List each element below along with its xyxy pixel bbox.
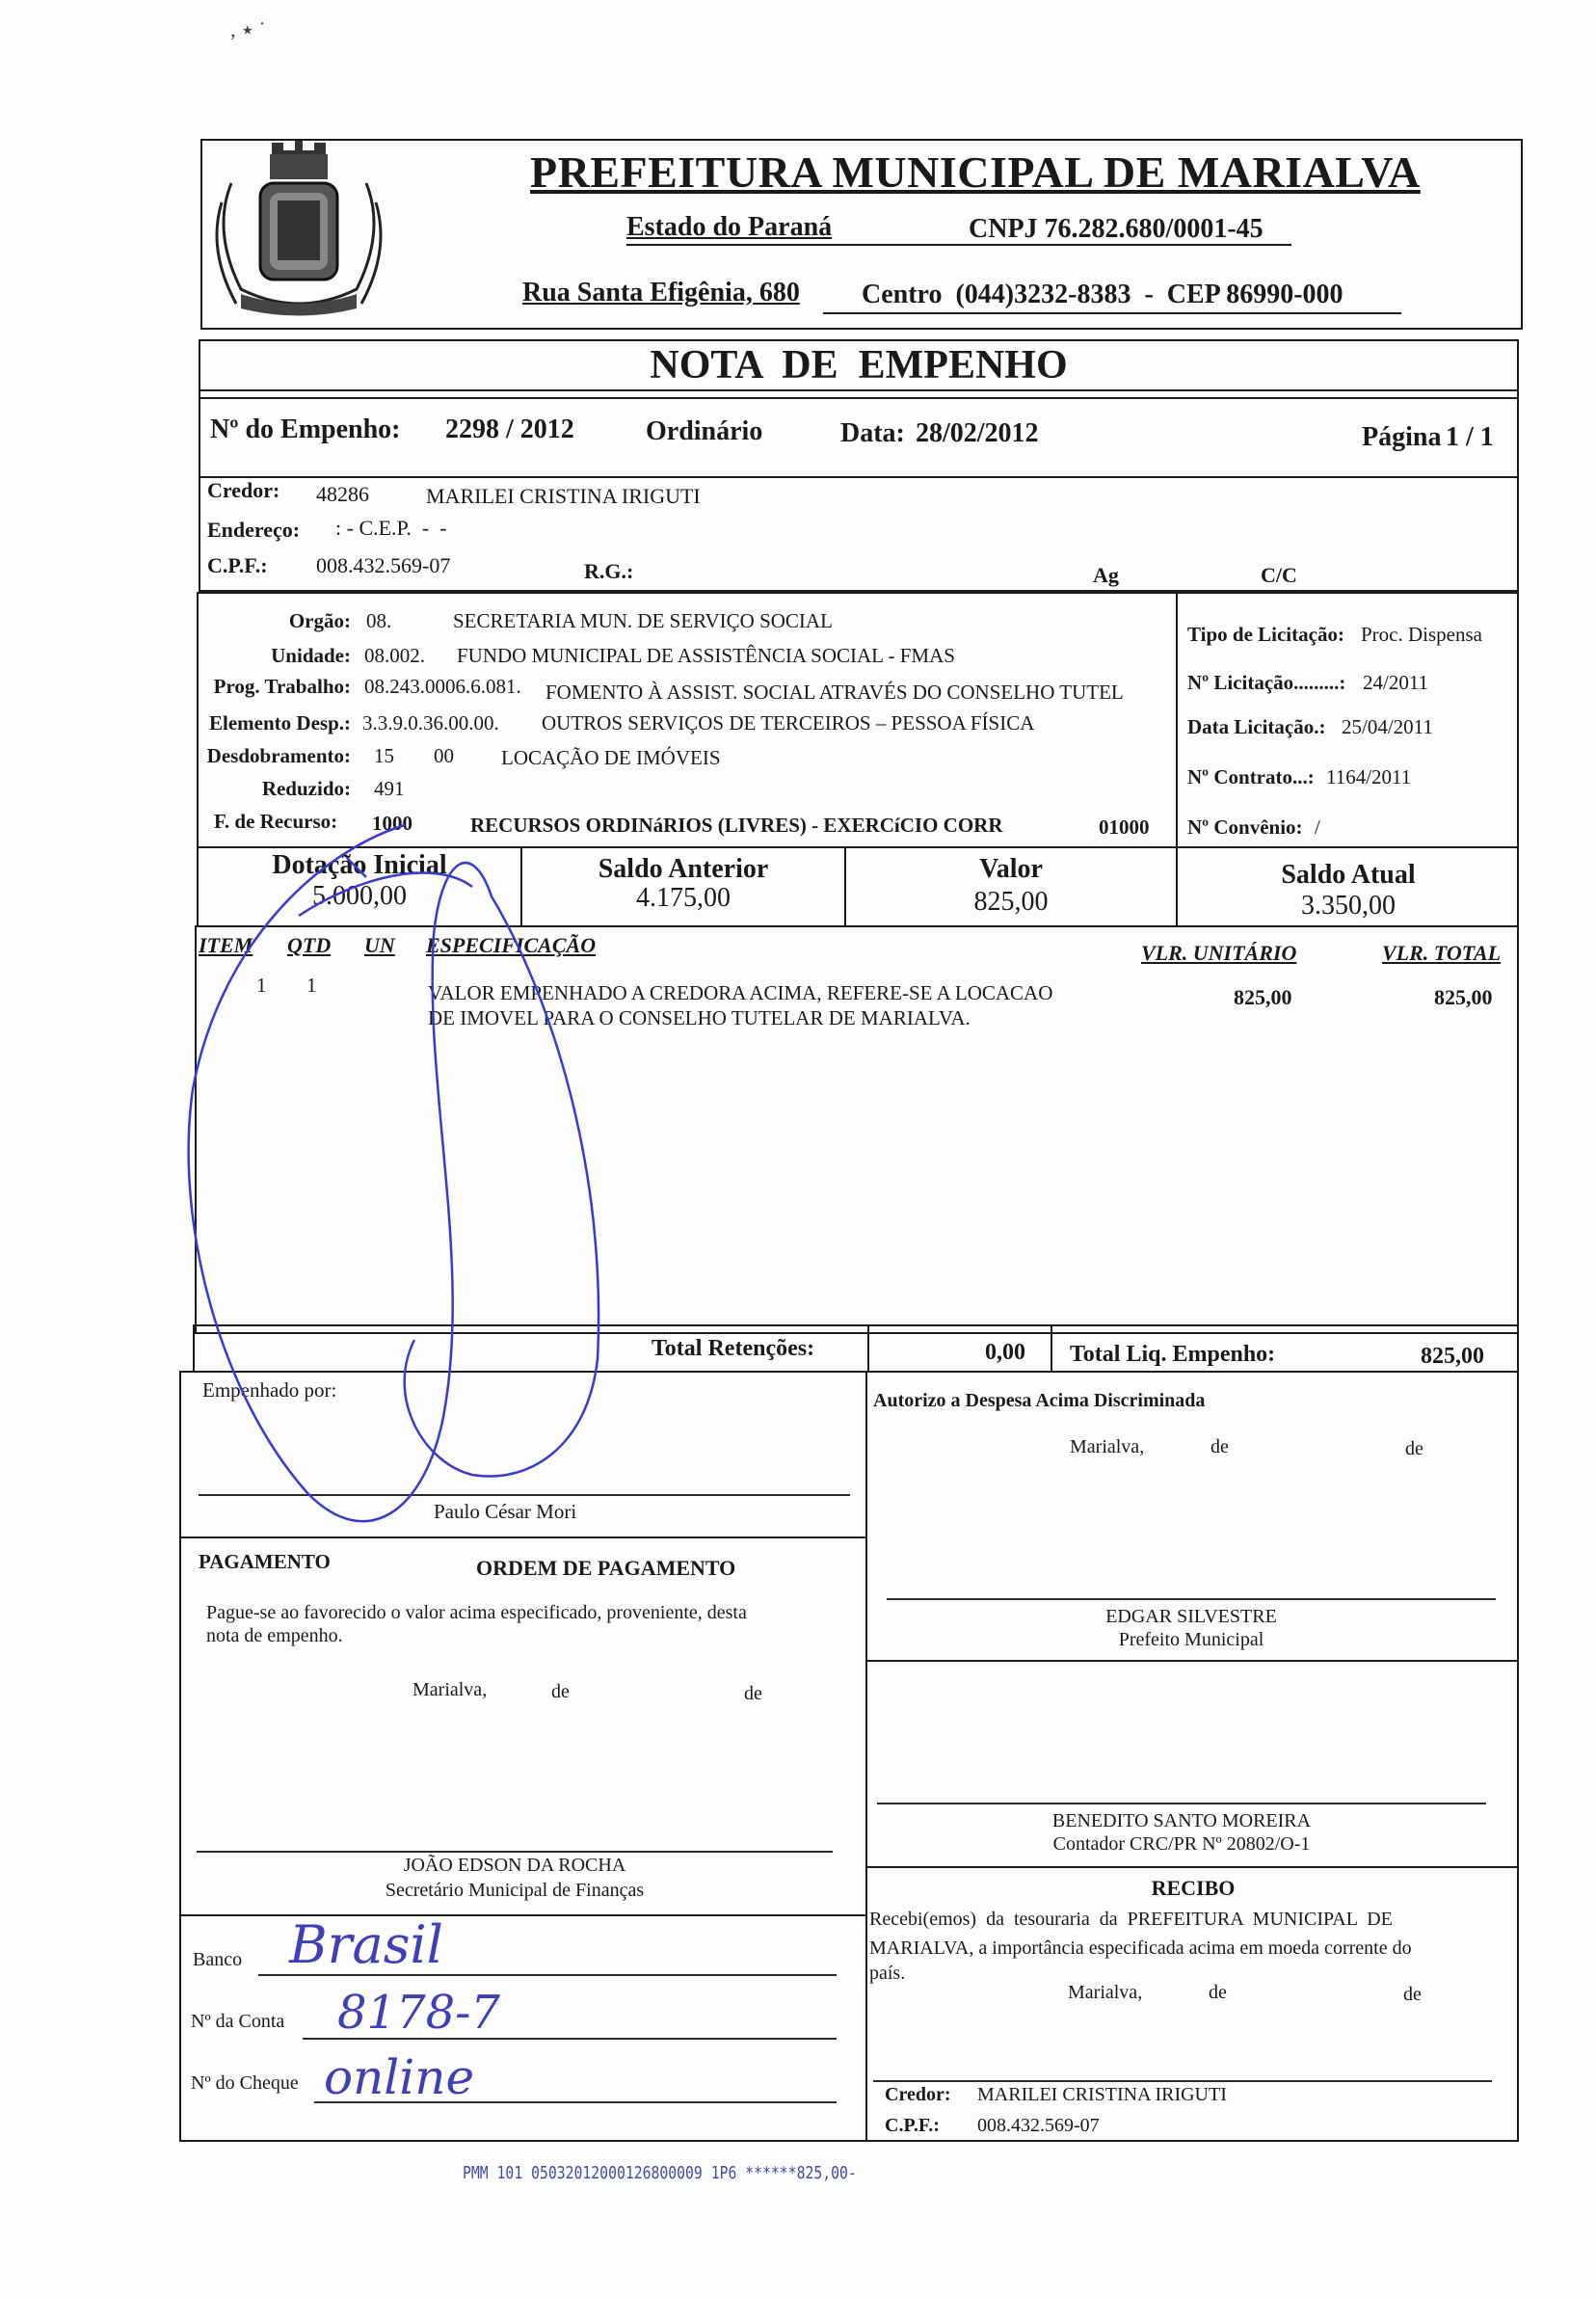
pagamento-text-1: Pague-se ao favorecido o valor acima especificado, proveniente, desta	[206, 1602, 747, 1623]
cc-label: C/C	[1261, 563, 1297, 587]
col-vlr-total: VLR. TOTAL	[1382, 941, 1502, 965]
totals-divider-2	[1051, 1324, 1052, 1373]
secretario-signature-line	[197, 1851, 833, 1853]
address-label: Endereço:	[207, 518, 301, 542]
col-vlr-unitario: VLR. UNITÁRIO	[1141, 941, 1297, 965]
prefeito-name: EDGAR SILVESTRE	[1105, 1606, 1277, 1627]
recibo-place: Marialva,	[1068, 1982, 1143, 2003]
pagamento-de2: de	[744, 1683, 762, 1704]
tipo-licitacao-label: Tipo de Licitação:	[1187, 623, 1344, 646]
pagamento-text-2: nota de empenho.	[206, 1625, 343, 1646]
empenhado-bottom-line	[181, 1536, 865, 1538]
ag-label: Ag	[1093, 563, 1119, 587]
elemento-label: Elemento Desp.:	[209, 711, 351, 735]
saldo-atual-value: 3.350,00	[1301, 891, 1396, 921]
dotacao-value: 5.000,00	[312, 881, 407, 911]
footer-code: PMM 101 05032012000126800009 1P6 ******825,00-	[463, 2163, 857, 2183]
col-item: ITEM	[199, 933, 253, 957]
col-un: UN	[364, 933, 395, 957]
header-state: Estado do Paraná	[626, 212, 833, 242]
cheque-label: Nº do Cheque	[191, 2072, 299, 2094]
contador-title: Contador CRC/PR Nº 20802/O-1	[1052, 1833, 1311, 1855]
page-label: Página	[1362, 422, 1442, 452]
totals-divider-1	[867, 1324, 869, 1373]
recibo-credor-label: Credor:	[885, 2084, 951, 2105]
rg-label: R.G.:	[584, 559, 634, 583]
cpf-value: 008.432.569-07	[316, 553, 451, 577]
desdobramento-name: LOCAÇÃO DE IMÓVEIS	[501, 746, 721, 769]
banco-label: Banco	[193, 1949, 243, 1970]
col-especificacao: ESPECIFICAÇÃO	[426, 933, 597, 957]
totals-box	[193, 1324, 1519, 1373]
elemento-code: 3.3.9.0.36.00.00.	[362, 711, 499, 735]
recibo-line-2: MARIALVA, a importância especificada acima em moeda corrente do	[869, 1937, 1412, 1959]
recurso-label: F. de Recurso:	[214, 810, 338, 833]
pagamento-bottom-line	[181, 1914, 865, 1916]
conta-handwritten: 8178-7	[337, 1986, 500, 2040]
empenho-number-label: Nº do Empenho:	[210, 414, 401, 444]
orgao-code: 08.	[366, 609, 392, 632]
row-espec-line1: VALOR EMPENHADO A CREDORA ACIMA, REFERE-SE A LOCACAO	[428, 981, 1053, 1004]
row-vlr-unitario: 825,00	[1234, 985, 1292, 1009]
credor-name: MARILEI CRISTINA IRIGUTI	[426, 484, 701, 508]
col-qtd: QTD	[287, 933, 332, 957]
elemento-name: OUTROS SERVIÇOS DE TERCEIROS – PESSOA FÍSICA	[542, 711, 1035, 735]
empenhado-name: Paulo César Mori	[434, 1500, 577, 1523]
saldo-atual-label: Saldo Atual	[1281, 860, 1416, 890]
classification-divider	[1176, 592, 1178, 848]
empenhado-signature-line	[199, 1494, 850, 1496]
row-espec-line2: DE IMOVEL PARA O CONSELHO TUTELAR DE MARIALVA.	[428, 1006, 971, 1029]
pagamento-de1: de	[551, 1681, 570, 1702]
prog-name: FOMENTO À ASSIST. SOCIAL ATRAVÉS DO CONSELHO TUTEL	[545, 681, 1124, 704]
autorizo-de2: de	[1405, 1438, 1423, 1459]
secretario-name: JOÃO EDSON DA ROCHA	[403, 1855, 626, 1876]
header-address: Rua Santa Efigênia, 680	[522, 278, 800, 307]
recibo-de2: de	[1403, 1984, 1422, 2005]
valor-value: 825,00	[973, 887, 1049, 917]
liq-empenho-value: 825,00	[1421, 1344, 1484, 1369]
valor-label: Valor	[979, 854, 1043, 884]
prefeito-title: Prefeito Municipal	[1118, 1629, 1264, 1650]
retencoes-label: Total Retenções:	[652, 1336, 815, 1361]
empenho-number: 2298 / 2012	[445, 414, 574, 444]
recibo-cpf: 008.432.569-07	[977, 2115, 1100, 2136]
saldo-anterior-value: 4.175,00	[636, 883, 731, 913]
contrato-value: 1164/2011	[1326, 765, 1412, 788]
address-underline	[823, 312, 1401, 314]
empenho-date-label: Data:	[840, 418, 905, 448]
orgao-label: Orgão:	[288, 609, 351, 632]
pagamento-label: PAGAMENTO	[199, 1550, 331, 1573]
contador-name: BENEDITO SANTO MOREIRA	[1051, 1810, 1312, 1831]
data-licitacao: 25/04/2011	[1342, 715, 1433, 738]
pagamento-place: Marialva,	[412, 1679, 488, 1700]
header-contact: Centro (044)3232-8383 - CEP 86990-000	[862, 280, 1343, 309]
cheque-handwritten: online	[324, 2049, 475, 2105]
liq-empenho-label: Total Liq. Empenho:	[1070, 1342, 1276, 1367]
recurso-name: RECURSOS ORDINáRIOS (LIVRES) - EXERCíCIO CORR	[470, 814, 1003, 837]
recibo-title: RECIBO	[1151, 1876, 1236, 1900]
saldo-anterior-label: Saldo Anterior	[598, 854, 769, 884]
contador-signature-line	[877, 1803, 1486, 1804]
header-cnpj: CNPJ 76.282.680/0001-45	[969, 214, 1264, 244]
prog-label: Prog. Trabalho:	[213, 675, 351, 698]
recibo-line-1: Recebi(emos) da tesouraria da PREFEITURA MUNICIPAL DE	[869, 1909, 1393, 1930]
credor-label: Credor:	[207, 478, 280, 502]
recibo-line-3: país.	[869, 1963, 906, 1984]
reduzido-label: Reduzido:	[261, 777, 351, 800]
unidade-code: 08.002.	[364, 644, 425, 667]
coat-of-arms-logo	[202, 125, 395, 323]
tipo-licitacao: Proc. Dispensa	[1361, 623, 1482, 646]
page-title: PREFEITURA MUNICIPAL DE MARIALVA	[530, 147, 1421, 197]
empenho-type: Ordinário	[646, 416, 763, 446]
recibo-signature-line	[873, 2080, 1492, 2082]
cpf-label: C.P.F.:	[207, 553, 268, 577]
empenhado-label: Empenhado por:	[202, 1378, 337, 1402]
autorizo-label: Autorizo a Despesa Acima Discriminada	[873, 1390, 1206, 1411]
doc-title: NOTA DE EMPENHO	[650, 343, 1068, 387]
banco-handwritten: Brasil	[289, 1914, 443, 1975]
row-item: 1	[256, 974, 267, 997]
dotacao-label: Dotação Inicial	[272, 850, 447, 880]
desdobramento-code1: 15	[374, 744, 394, 767]
recurso-extra: 01000	[1099, 815, 1150, 839]
secretario-title: Secretário Municipal de Finanças	[385, 1880, 645, 1901]
recurso-code: 1000	[372, 812, 412, 835]
desdobramento-label: Desdobramento:	[206, 744, 351, 767]
row-vlr-total: 825,00	[1434, 985, 1493, 1009]
reduzido-value: 491	[374, 777, 405, 800]
unidade-name: FUNDO MUNICIPAL DE ASSISTÊNCIA SOCIAL - FMAS	[457, 644, 955, 667]
convenio-value: /	[1315, 815, 1320, 839]
conta-label: Nº da Conta	[191, 2011, 285, 2032]
recibo-de1: de	[1209, 1982, 1227, 2003]
data-licitacao-label: Data Licitação.:	[1187, 715, 1326, 738]
prog-code: 08.243.0006.6.081.	[364, 675, 521, 698]
prefeito-signature-line	[887, 1598, 1496, 1600]
ordem-pagamento: ORDEM DE PAGAMENTO	[476, 1556, 736, 1580]
scan-mark: ‚ ٭ ˙	[229, 17, 266, 41]
lower-divider	[865, 1371, 867, 2142]
num-licitacao: 24/2011	[1363, 671, 1429, 694]
autorizo-de1: de	[1210, 1436, 1229, 1457]
credor-code: 48286	[316, 482, 369, 506]
orgao-name: SECRETARIA MUN. DE SERVIÇO SOCIAL	[453, 609, 833, 632]
autorizo-place: Marialva,	[1070, 1436, 1145, 1457]
empenho-date: 28/02/2012	[916, 418, 1039, 448]
autorizo-divider	[865, 1660, 1519, 1662]
row-qtd: 1	[306, 974, 317, 997]
recibo-credor: MARILEI CRISTINA IRIGUTI	[977, 2084, 1227, 2105]
recibo-cpf-label: C.P.F.:	[885, 2115, 940, 2136]
contrato-label: Nº Contrato...:	[1187, 765, 1315, 788]
convenio-label: Nº Convênio:	[1187, 815, 1303, 839]
contador-divider	[865, 1866, 1519, 1868]
page-number: 1 / 1	[1446, 422, 1494, 452]
num-licitacao-label: Nº Licitação.........:	[1187, 671, 1346, 694]
address-value: : - C.E.P. - -	[335, 516, 447, 540]
unidade-label: Unidade:	[271, 644, 351, 667]
desdobramento-code2: 00	[434, 744, 454, 767]
retencoes-value: 0,00	[985, 1340, 1025, 1365]
